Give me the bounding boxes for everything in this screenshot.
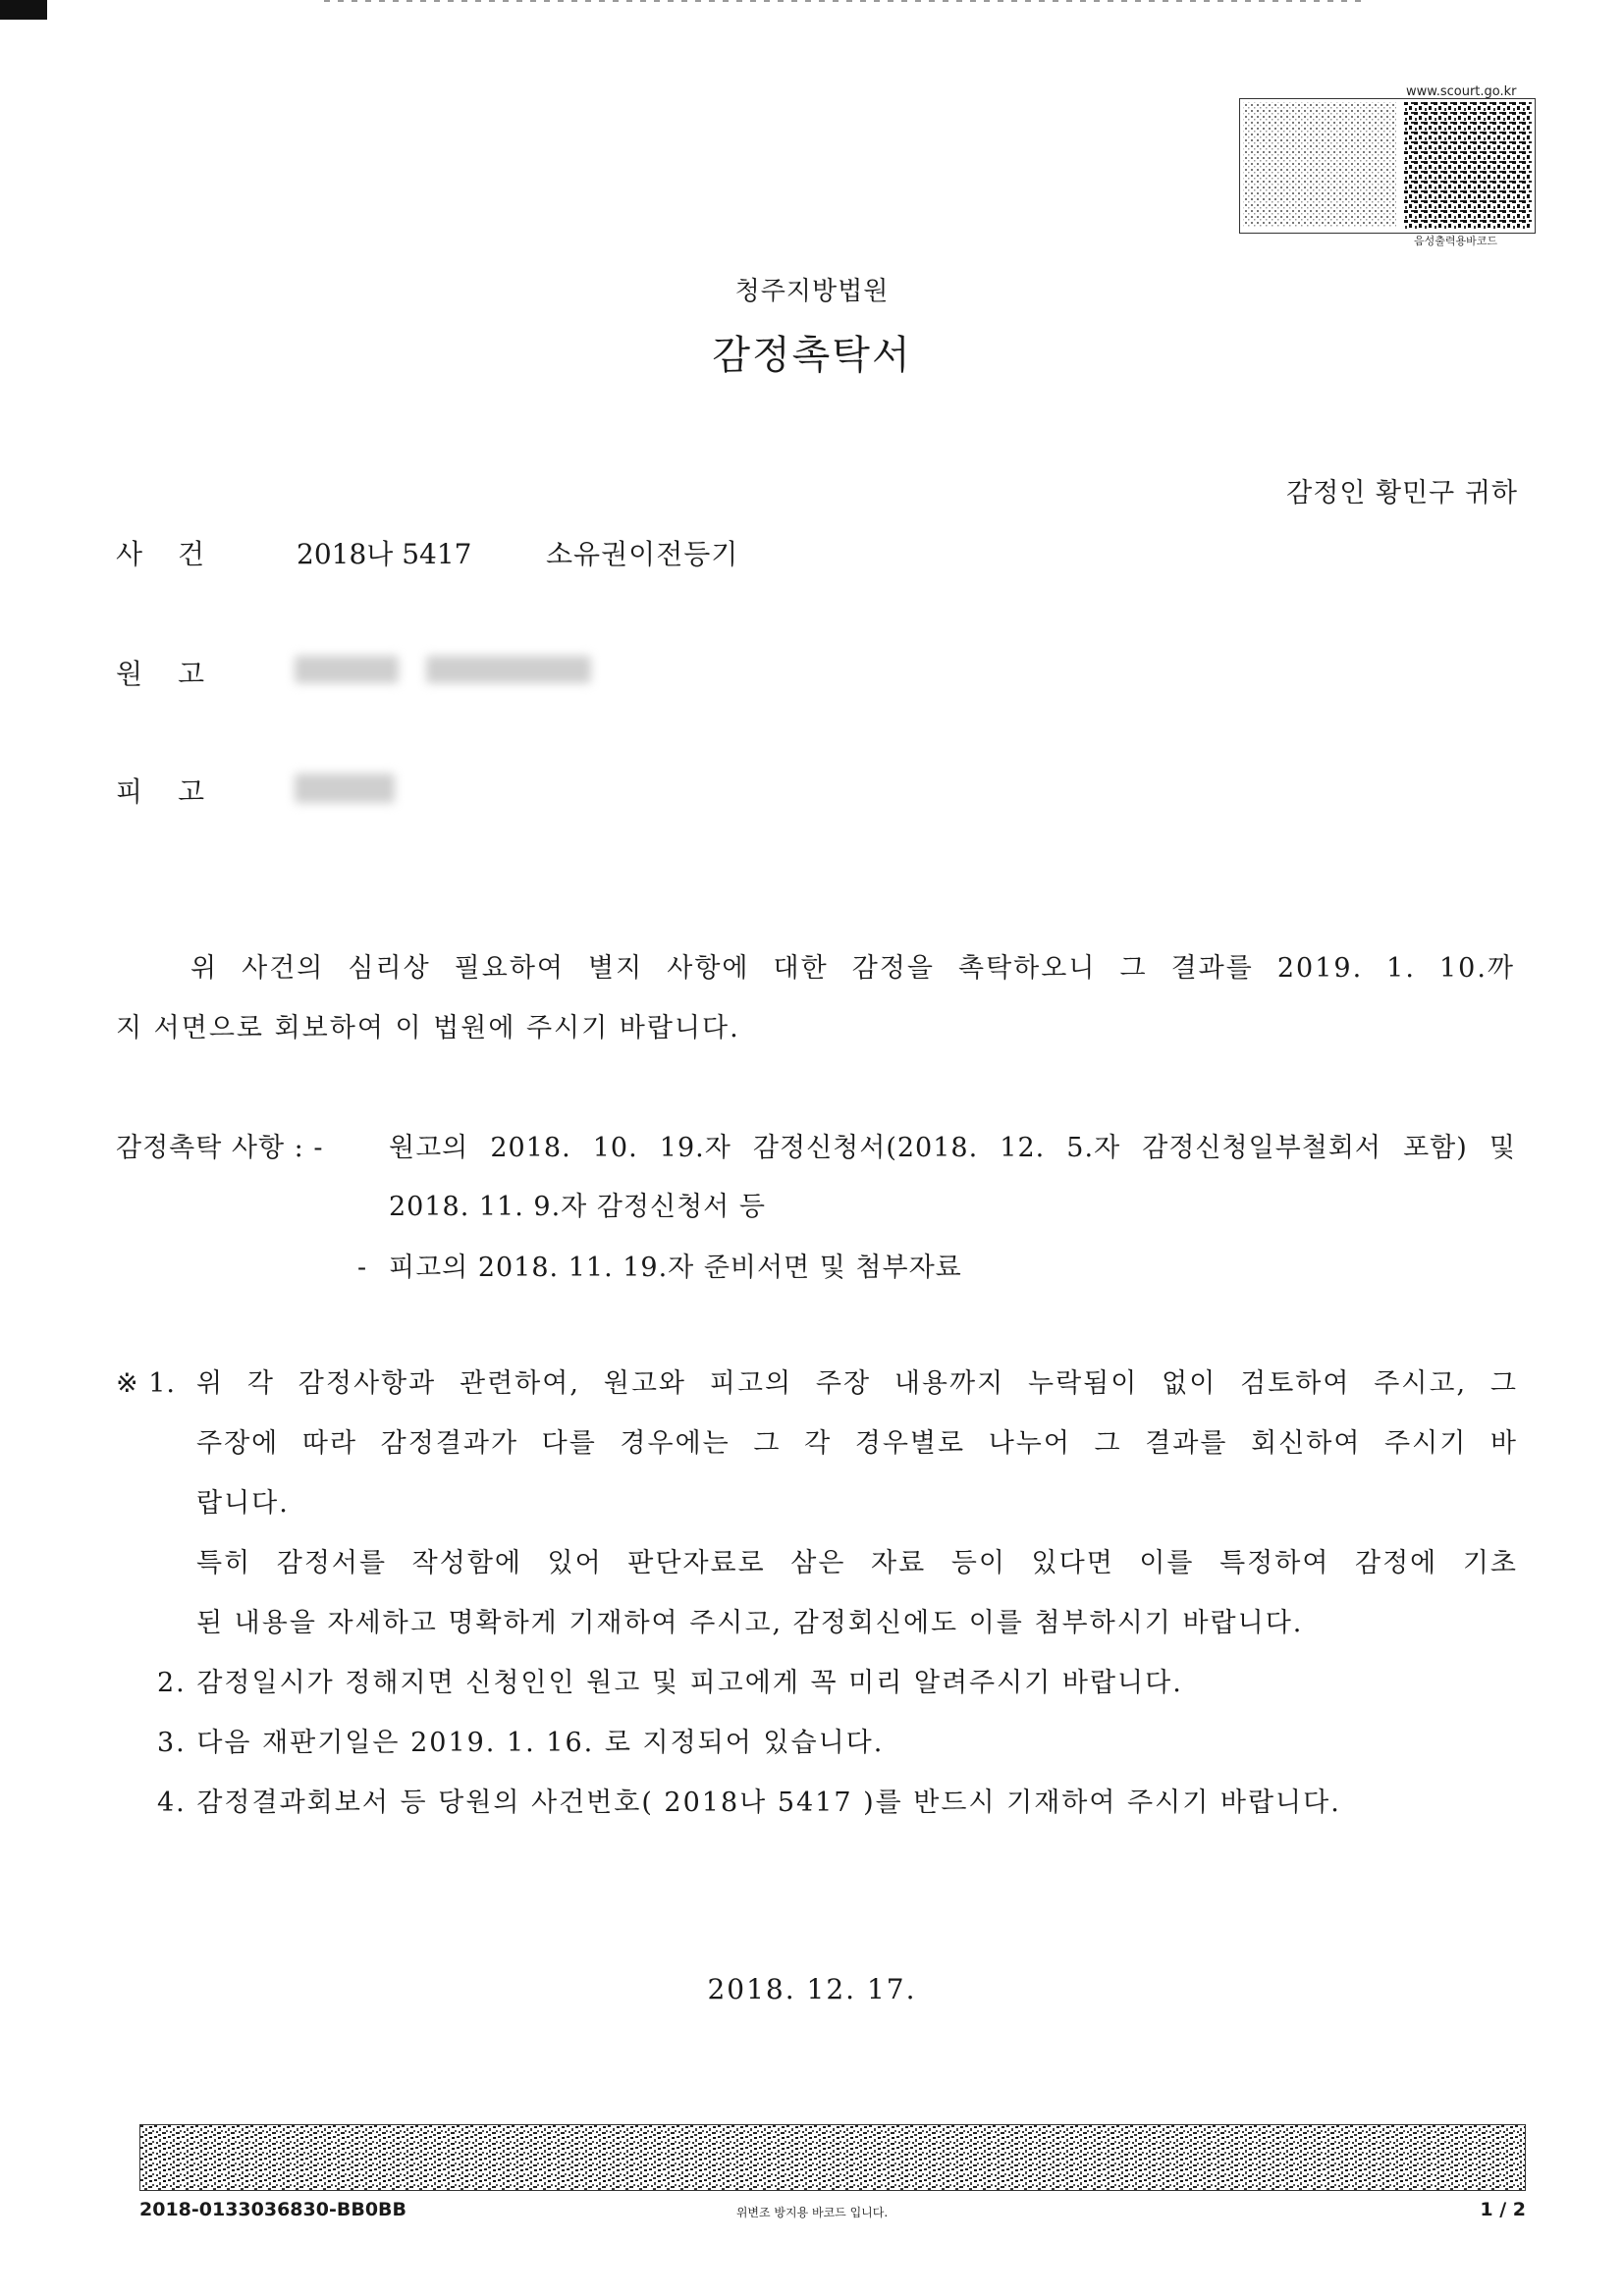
case-name: 소유권이전등기 <box>546 538 739 570</box>
item-1-line-1: 원고의 2018. 10. 19.자 감정신청서(2018. 12. 5.자 감정신청일부철회서 포함) 및 <box>389 1133 1516 1163</box>
case-label: 사건 <box>116 538 241 570</box>
document-id: 2018-0133036830-BB0BB <box>139 2199 407 2220</box>
case-number: 2018나 5417 <box>297 538 472 570</box>
note-1-line-1: 위 각 감정사항과 관련하여, 원고와 피고의 주장 내용까지 누락됨이 없이 검토하여 주시고, 그 <box>196 1368 1518 1399</box>
redacted-plaintiff-name-part2 <box>426 656 591 683</box>
request-paragraph <box>116 938 1515 1058</box>
page-number: 1 / 2 <box>1480 2199 1526 2220</box>
request-line-2: 지 서면으로 회보하여 이 법원에 주시기 바랍니다. <box>116 1013 740 1043</box>
defendant-label: 피고 <box>116 775 241 808</box>
note-3: 3. 다음 재판기일은 2019. 1. 16. 로 지정되어 있습니다. <box>157 1728 885 1758</box>
note-1-line-4: 특히 감정서를 작성함에 있어 판단자료로 삼은 자료 등이 있다면 이를 특정하여 감정에 기초 <box>196 1548 1518 1578</box>
document-date: 2018. 12. 17. <box>707 1973 917 2005</box>
voice-barcode-caption: 음성출력용바코드 <box>1414 235 1498 247</box>
qr-code-icon <box>1404 102 1532 230</box>
notes-marker: ※ 1. <box>116 1368 176 1399</box>
note-1-line-5: 된 내용을 자세하고 명확하게 기재하여 주시고, 감정회신에도 이를 첨부하시기 바랍니다. <box>196 1608 1304 1638</box>
items-label: 감정촉탁 사항 : - <box>116 1133 324 1163</box>
document-title: 감정촉탁서 <box>712 333 912 378</box>
anti-forgery-caption: 위변조 방지용 바코드 입니다. <box>735 2206 889 2219</box>
note-2: 2. 감정일시가 정해지면 신청인인 원고 및 피고에게 꼭 미리 알려주시기 바랍니다. <box>157 1668 1183 1698</box>
redacted-defendant-name <box>295 774 395 803</box>
plaintiff-label: 원고 <box>116 658 241 690</box>
note-1-line-3: 랍니다. <box>196 1488 290 1519</box>
note-4: 4. 감정결과회보서 등 당원의 사건번호( 2018나 5417 )를 반드시 기재하여 주시기 바랍니다. <box>157 1788 1341 1818</box>
item-1-line-2: 2018. 11. 9.자 감정신청서 등 <box>389 1192 766 1222</box>
scan-edge-line <box>324 0 1365 2</box>
scan-corner-mark <box>0 0 47 20</box>
request-line-1: 위 사건의 심리상 필요하여 별지 사항에 대한 감정을 촉탁하오니 그 결과를 2019. 1. 10.까 <box>190 953 1515 984</box>
item-2: 피고의 2018. 11. 19.자 준비서면 및 첨부자료 <box>389 1253 962 1283</box>
anti-forgery-barcode-icon <box>139 2124 1526 2191</box>
redacted-plaintiff-name-part1 <box>295 656 399 683</box>
addressee: 감정인 황민구 귀하 <box>1286 478 1518 508</box>
item-2-dash: - <box>357 1253 368 1283</box>
voice-barcode-icon <box>1239 98 1400 232</box>
note-1-line-2: 주장에 따라 감정결과가 다를 경우에는 그 각 경우별로 나누어 그 결과를 회신하여 주시기 바 <box>196 1428 1518 1459</box>
court-name: 청주지방법원 <box>734 277 890 306</box>
court-url: www.scourt.go.kr <box>1406 84 1517 99</box>
